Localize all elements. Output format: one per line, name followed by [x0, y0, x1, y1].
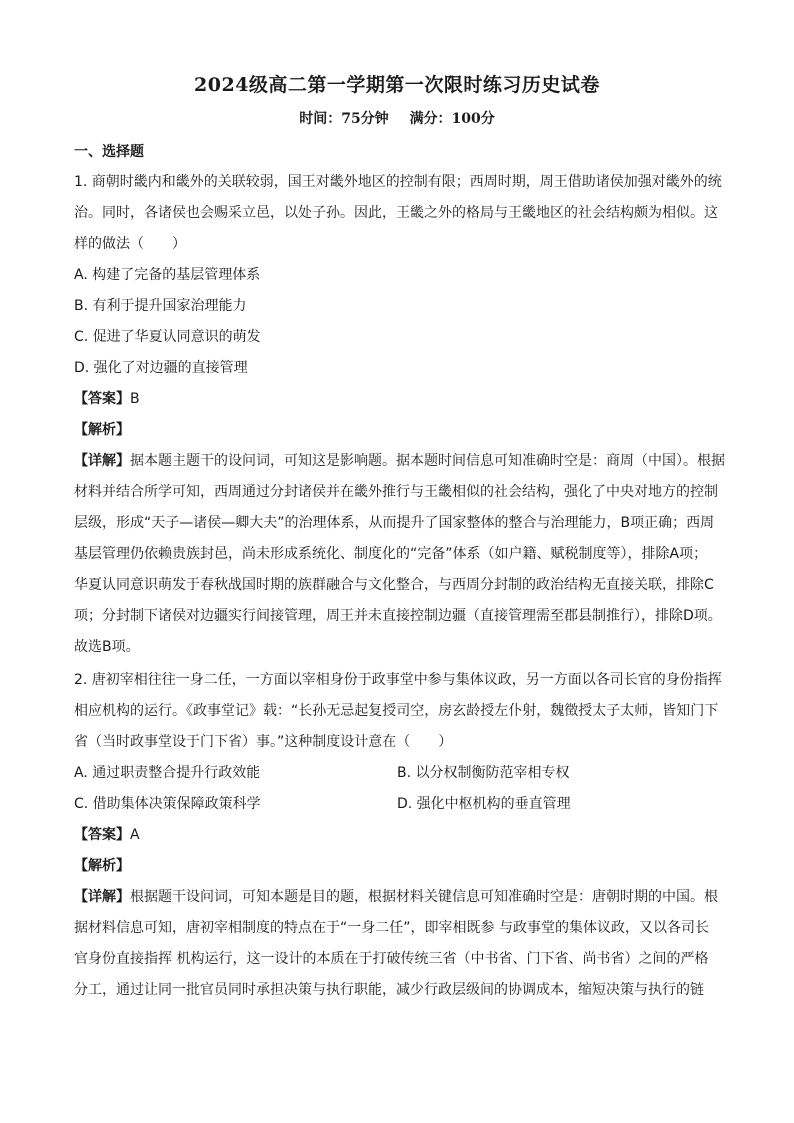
detail-text: 据本题主题干的设问词，可知这是影响题。据本题时间信息可知准确时空是：商周（中国）。根据 [130, 453, 725, 469]
q2-detail-line [74, 887, 718, 907]
detail-text: 根据题干设问词，可知本题是目的题，根据材料关键信息可知准确时空是：唐朝时期的中国。根 [130, 889, 718, 905]
q2-option-d: D. 强化中枢机构的垂直管理 [397, 796, 571, 812]
q1-detail-line: 基层管理仍依赖贵族封邑，尚未形成系统化、制度化的“完备”体系（如户籍、赋税制度等），排除A项； [74, 546, 708, 562]
q1-option-c: C. 促进了华夏认同意识的萌发 [74, 329, 261, 345]
q2-stem-line: 相应机构的运行。《政事堂记》载：“长孙无忌起复授司空，房玄龄授左仆射，魏徵授太子太师，皆知门下 [74, 703, 719, 719]
q1-detail-line: 项；分封制下诸侯对边疆实行间接管理，周王并未直接控制边疆（直接管理需至郡县制推行），排除D项。 [74, 608, 722, 624]
q2-answer [74, 825, 140, 845]
detail-tag: 【详解】 [74, 889, 130, 905]
q1-stem-line: 治。同时，各诸侯也会赐采立邑，以处子孙。因此，王畿之外的格局与王畿地区的社会结构颇为相似。这 [74, 205, 718, 221]
q1-option-b: B. 有利于提升国家治理能力 [74, 298, 247, 314]
q1-detail-line: 材料并结合所学可知，西周通过分封诸侯并在畿外推行与王畿相似的社会结构，强化了中央对地方的控制 [74, 484, 718, 500]
q1-answer [74, 389, 140, 409]
exam-score: 满分：100分 [409, 111, 495, 127]
q2-detail-line: 官身份直接指挥 机构运行，这一设计的本质在于打破传统三省（中书省、门下省、尚书省）之间的严格 [74, 951, 709, 967]
q2-option-a: A. 通过职责整合提升行政效能 [74, 765, 261, 781]
answer-value: A [130, 827, 140, 843]
exam-subtitle [0, 108, 794, 128]
exam-title: 2024级高二第一学期第一次限时练习历史试卷 [194, 74, 600, 96]
q2-analysis-tag: 【解析】 [74, 858, 130, 874]
q2-option-c: C. 借助集体决策保障政策科学 [74, 796, 261, 812]
q1-detail-line: 故选B项。 [74, 639, 140, 655]
q1-detail-line: 华夏认同意识萌发于春秋战国时期的族群融合与文化整合，与西周分封制的政治结构无直接关联，排除C [74, 577, 714, 593]
section-title: 一、选择题 [74, 144, 144, 160]
q2-stem-line: 2. 唐初宰相往往一身二任，一方面以宰相身份于政事堂中参与集体议政，另一方面以各司长官的身份指挥 [74, 672, 722, 688]
q2-detail-line: 据材料信息可知，唐初宰相制度的特点在于“一身二任”，即宰相既参 与政事堂的集体议政，又以各司长 [74, 920, 709, 936]
q1-analysis-tag: 【解析】 [74, 422, 130, 438]
exam-time: 时间：75分钟 [299, 111, 389, 127]
answer-tag: 【答案】 [74, 391, 130, 407]
q1-stem-line: 样的做法（ ） [74, 236, 186, 252]
q2-stem-line: 省（当时政事堂设于门下省）事。”这种制度设计意在（ ） [74, 734, 453, 750]
q1-option-a: A. 构建了完备的基层管理体系 [74, 267, 261, 283]
q1-detail-line [74, 451, 725, 471]
q2-option-b: B. 以分权制衡防范宰相专权 [397, 765, 570, 781]
q2-detail-line: 分工，通过让同一批官员同时承担决策与执行职能，减少行政层级间的协调成本，缩短决策与执行的链 [74, 982, 704, 998]
answer-tag: 【答案】 [74, 827, 130, 843]
q1-detail-line: 层级，形成“天子—诸侯—卿大夫”的治理体系，从而提升了国家整体的整合与治理能力，B项正确；西周 [74, 515, 715, 531]
q1-option-d: D. 强化了对边疆的直接管理 [74, 360, 248, 376]
answer-value: B [130, 391, 140, 407]
q1-stem-line: 1. 商朝时畿内和畿外的关联较弱，国王对畿外地区的控制有限；西周时期，周王借助诸侯加强对畿外的统 [74, 174, 722, 190]
detail-tag: 【详解】 [74, 453, 130, 469]
